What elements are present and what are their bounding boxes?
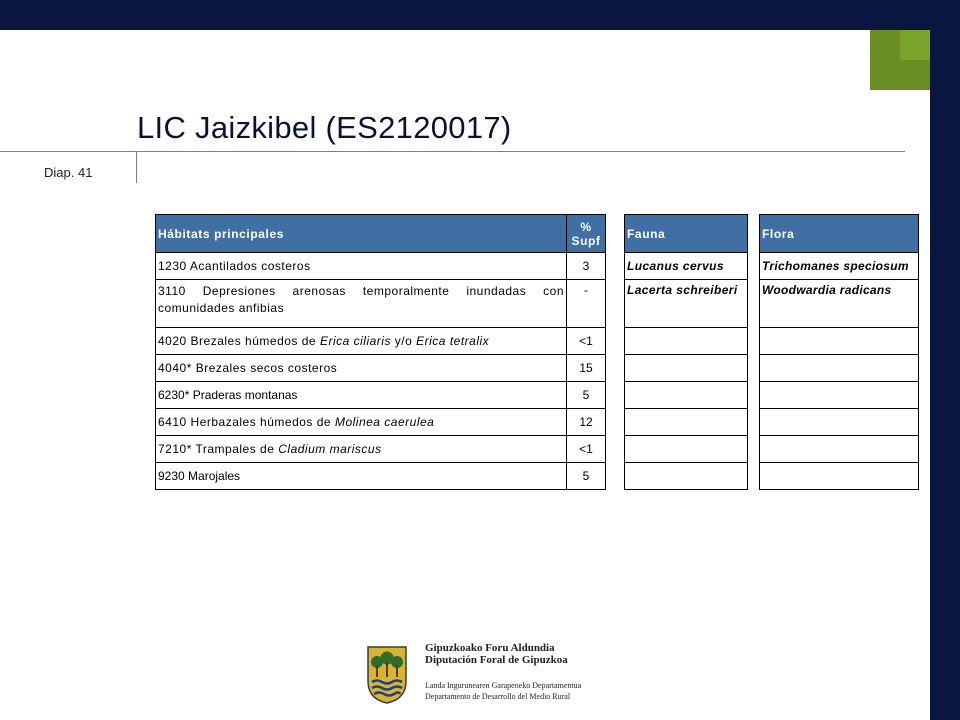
table-row [625, 436, 748, 463]
org-name-spanish: Diputación Foral de Gipuzkoa [425, 654, 568, 666]
empty-cell [760, 382, 919, 409]
supf-cell: 5 [567, 463, 606, 490]
table-row [625, 409, 748, 436]
species-text: Erica tetralix [416, 334, 490, 348]
habitat-text: y/o [390, 334, 417, 348]
table-row [760, 382, 919, 409]
habitat-cell [156, 409, 567, 436]
table-row [156, 328, 606, 355]
table-header-row [625, 215, 748, 253]
table-row [156, 436, 606, 463]
habitat-text: 7210* Trampales de [158, 442, 279, 456]
species-text: Molinea caerulea [334, 415, 435, 429]
page-label-divider [136, 151, 137, 183]
habitats-table [155, 214, 606, 490]
habitat-text: 6410 Herbazales húmedos de [158, 415, 335, 429]
species-text: Cladium mariscus [278, 442, 382, 456]
table-row [625, 463, 748, 490]
page-label: Diap. 41 [44, 165, 93, 180]
habitat-cell: 6230* Praderas montanas [156, 382, 567, 409]
habitat-cell: 4040* Brezales secos costeros [156, 355, 567, 382]
empty-cell [760, 436, 919, 463]
supf-cell: 15 [567, 355, 606, 382]
table-row [625, 328, 748, 355]
habitat-cell: 9230 Marojales [156, 463, 567, 490]
dept-name-basque: Landa Ingurunearen Garapeneko Departamentua [425, 681, 582, 690]
table-row [156, 280, 606, 328]
habitat-cell [156, 328, 567, 355]
empty-cell [760, 463, 919, 490]
flora-header: Flora [760, 215, 919, 253]
table-row [760, 463, 919, 490]
flora-cell: Woodwardia radicans [760, 280, 919, 328]
empty-cell [625, 382, 748, 409]
table-row [760, 253, 919, 280]
table-row [156, 409, 606, 436]
supf-cell: <1 [567, 328, 606, 355]
fauna-header: Fauna [625, 215, 748, 253]
table-row [156, 253, 606, 280]
table-row [625, 280, 748, 328]
empty-cell [760, 355, 919, 382]
flora-cell: Trichomanes speciosum [760, 253, 919, 280]
supf-cell: <1 [567, 436, 606, 463]
empty-cell [760, 328, 919, 355]
table-row [760, 409, 919, 436]
table-row [625, 382, 748, 409]
empty-cell [625, 463, 748, 490]
table-row [760, 280, 919, 328]
table-row [156, 355, 606, 382]
fauna-cell: Lacerta schreiberi [625, 280, 748, 328]
right-bar [930, 0, 960, 720]
habitat-cell: 1230 Acantilados costeros [156, 253, 567, 280]
habitats-header: Hábitats principales [156, 215, 567, 253]
supf-cell: 5 [567, 382, 606, 409]
coat-of-arms-icon [366, 645, 408, 705]
fauna-table [624, 214, 748, 490]
empty-cell [625, 436, 748, 463]
table-header-row [156, 215, 606, 253]
table-row [156, 463, 606, 490]
supf-header: % Supf [567, 215, 606, 253]
empty-cell [625, 409, 748, 436]
habitat-cell [156, 436, 567, 463]
table-row [156, 382, 606, 409]
supf-cell: 12 [567, 409, 606, 436]
table-row [760, 436, 919, 463]
dept-name-spanish: Departamento de Desarrollo del Medio Rural [425, 692, 571, 701]
table-header-row [760, 215, 919, 253]
organization-block [425, 642, 581, 702]
green-square-inner-decoration [900, 30, 930, 60]
empty-cell [760, 409, 919, 436]
top-bar [0, 0, 960, 30]
table-row [760, 328, 919, 355]
org-name-basque: Gipuzkoako Foru Aldundia [425, 642, 555, 654]
empty-cell [625, 328, 748, 355]
species-text: Erica ciliaris [319, 334, 391, 348]
table-row [760, 355, 919, 382]
empty-cell [625, 355, 748, 382]
habitat-cell: 3110 Depresiones arenosas temporalmente inundadas con comunidades anfibias [156, 280, 567, 328]
supf-cell: 3 [567, 253, 606, 280]
slide-title: LIC Jaizkibel (ES2120017) [137, 110, 512, 145]
flora-table [759, 214, 919, 490]
supf-cell: - [567, 280, 606, 328]
table-row [625, 253, 748, 280]
table-row [625, 355, 748, 382]
fauna-cell: Lucanus cervus [625, 253, 748, 280]
habitat-text: 4020 Brezales húmedos de [158, 334, 320, 348]
